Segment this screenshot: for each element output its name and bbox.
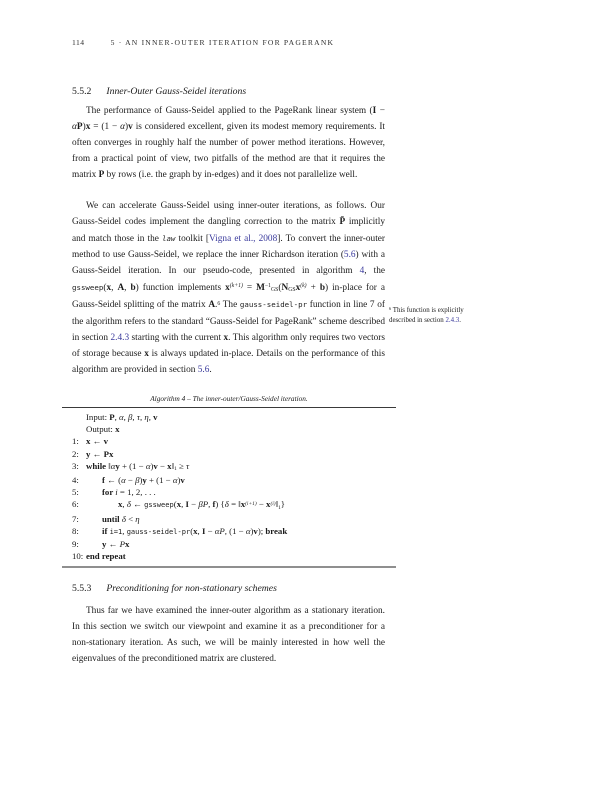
text-segment: y	[142, 475, 147, 486]
text-segment: P	[98, 169, 105, 180]
text-segment: = ‖	[228, 499, 241, 510]
text-segment: −	[256, 499, 267, 510]
text-segment: ,	[114, 412, 119, 422]
text-segment: )	[82, 121, 86, 132]
text-segment: ←	[130, 499, 145, 510]
text-segment: ,	[197, 525, 202, 536]
text-segment: starting with the current	[129, 333, 224, 344]
text-segment: )	[250, 525, 254, 536]
text-segment: ←	[90, 436, 104, 447]
cross-reference-link[interactable]: 4	[359, 265, 365, 276]
text-segment: x	[167, 460, 172, 471]
text-segment: ←	[106, 539, 120, 550]
text-segment: Input:	[86, 412, 110, 422]
algorithm-line-number: 10:	[72, 551, 84, 562]
text-segment: x	[106, 282, 112, 293]
text-segment: δ	[121, 513, 126, 524]
text-segment: This function is explicitly described in section	[389, 307, 464, 324]
text-segment: β	[198, 499, 203, 510]
text-segment: y	[86, 448, 91, 459]
text-segment: y	[102, 539, 107, 550]
algorithm-line-number: 5:	[72, 487, 79, 498]
text-segment: x	[86, 436, 91, 447]
text-segment: I	[201, 525, 206, 536]
text-segment: .	[215, 300, 218, 311]
algorithm-line	[72, 423, 392, 435]
text-segment: (i)	[270, 500, 276, 507]
text-segment: x	[295, 282, 301, 293]
text-segment: );	[257, 525, 266, 536]
text-segment: toolkit [	[175, 233, 210, 244]
text-segment: −	[125, 475, 136, 486]
text-segment: + (1 −	[119, 460, 146, 471]
text-segment: i=1	[109, 526, 123, 536]
margin-footnote	[389, 306, 485, 325]
algorithm-line	[72, 460, 392, 474]
text-segment: α	[145, 460, 151, 471]
text-segment: Output:	[86, 424, 116, 435]
algorithm-line	[72, 411, 392, 423]
text-segment: P	[76, 121, 83, 132]
text-segment: 1	[278, 504, 281, 511]
algorithm-line	[72, 435, 392, 447]
section-title: Inner-Outer Gauss-Seidel iterations	[106, 86, 247, 97]
text-segment: (	[278, 282, 282, 293]
algorithm-line-number: 6:	[72, 499, 79, 510]
text-segment: −	[188, 499, 199, 510]
text-segment: v	[103, 436, 109, 447]
text-segment: )	[139, 475, 143, 486]
text-segment: ,	[148, 412, 154, 422]
text-segment: gssweep	[72, 282, 104, 292]
text-segment: P	[103, 448, 109, 459]
text-segment: ,	[124, 282, 131, 293]
text-segment: by rows (i.e. the graph by in-edges) and it does not parallelize well.	[104, 169, 358, 180]
text-segment: ←	[90, 448, 104, 459]
text-segment: , the	[364, 265, 385, 276]
text-segment: GS	[271, 287, 279, 294]
text-segment: gauss-seidel-pr	[126, 526, 191, 536]
text-segment: f	[212, 499, 216, 510]
text-segment: x	[193, 525, 198, 536]
text-segment: Thus far we have examined the inner-outer algorithm as a stationary iteration. In this section we switch our viewpoint and examine it as a preconditioner for a non-stationary iteration. As such, we will be mainly interested in how well the eigenvalues of the preconditioned matrix are clustered.	[72, 606, 385, 664]
algorithm-line	[72, 525, 392, 538]
text-segment: ,	[132, 412, 137, 422]
text-segment: −	[376, 106, 385, 116]
section-number: 5.5.2	[72, 86, 92, 97]
algorithm-line-number: 8:	[72, 525, 79, 536]
text-segment: v	[253, 525, 258, 536]
text-segment: v	[153, 412, 158, 422]
text-segment: τ	[136, 412, 140, 422]
text-segment: f	[102, 475, 105, 486]
text-segment: ) function implements	[135, 282, 226, 293]
text-segment: GS	[288, 287, 296, 294]
text-segment: end repeat	[86, 551, 126, 562]
text-segment: δ	[126, 499, 131, 510]
algorithm-box	[62, 407, 396, 568]
algorithm-line-number: 9:	[72, 539, 79, 550]
text-segment: (	[173, 499, 177, 510]
text-segment: x	[240, 499, 246, 510]
text-segment: −	[157, 460, 168, 471]
text-segment: N	[281, 282, 289, 293]
text-segment: ,	[122, 499, 127, 510]
text-segment: α	[172, 475, 178, 486]
text-segment: We can accelerate Gauss-Seidel using inner-outer iterations, as follows. Our Gauss-Seidel codes implement the dangling correction to the matrix	[72, 201, 385, 227]
text-segment: α	[120, 121, 126, 132]
text-segment: is always updated in-place. Details on the performance of this algorithm are provided in section	[72, 349, 385, 376]
text-segment: , (1 −	[224, 525, 246, 536]
text-segment: (i+1)	[245, 500, 257, 507]
algorithm-caption: Algorithm 4 – The inner-outer/Gauss-Seidel iteration.	[150, 394, 308, 403]
text-segment: x	[223, 333, 229, 344]
text-segment: ‖	[275, 499, 279, 510]
section-title: Preconditioning for non-stationary schemes	[106, 583, 277, 594]
paragraph-2	[72, 199, 385, 379]
cross-reference-link[interactable]: 2.4.3	[445, 316, 460, 324]
running-header	[72, 38, 540, 47]
text-segment: = (1 −	[90, 121, 121, 132]
text-segment: .	[209, 365, 212, 376]
text-segment: ) in-place for a Gauss-Seidel splitting of the matrix	[72, 282, 385, 311]
algorithm-line	[72, 474, 392, 486]
algorithm-line	[72, 448, 392, 460]
text-segment: α	[214, 525, 220, 536]
text-segment: . This algorithm only requires two vectors of storage because	[72, 333, 386, 360]
page-number: 114	[72, 38, 85, 47]
section-heading-552	[72, 86, 402, 97]
algorithm-line	[72, 550, 392, 562]
text-segment: M	[256, 282, 265, 293]
algorithm-line	[72, 513, 392, 525]
text-segment: I	[185, 499, 189, 510]
text-segment: (k)	[300, 282, 307, 289]
text-segment: A	[208, 300, 216, 311]
text-segment: x	[225, 282, 230, 293]
text-segment: ) {	[215, 499, 225, 510]
cross-reference-link[interactable]: 2.4.3	[110, 333, 130, 344]
text-segment: .	[459, 316, 461, 324]
text-segment: A	[117, 282, 125, 293]
text-segment: )	[125, 121, 129, 132]
algorithm-line-number: 2:	[72, 448, 79, 459]
text-segment: (k+1)	[229, 282, 243, 289]
cross-reference-link[interactable]: Vigna et al., 2008	[209, 233, 278, 244]
text-segment: x	[108, 448, 114, 459]
text-segment: x	[176, 499, 182, 510]
text-segment: ) with a Gauss-Seidel iteration. In our pseudo-code, presented in algorithm	[72, 249, 385, 276]
text-segment: 6	[389, 306, 392, 312]
algorithm-body	[72, 411, 392, 562]
text-segment: 6	[217, 300, 221, 307]
paragraph-1	[72, 104, 385, 184]
text-segment: ,	[208, 499, 213, 510]
text-segment: gauss-seidel-pr	[239, 300, 308, 310]
text-segment: β	[135, 475, 140, 486]
algorithm-line-number: 3:	[72, 460, 79, 471]
text-segment: + (1 −	[146, 475, 173, 486]
text-segment: x	[266, 499, 271, 510]
text-segment: v	[153, 460, 158, 471]
text-segment: for	[102, 487, 116, 498]
text-segment: <	[125, 513, 136, 524]
text-segment: y	[115, 460, 120, 471]
text-segment: (	[103, 282, 107, 293]
text-segment: ≥	[176, 460, 187, 471]
text-segment: is considered excellent, given its modest memory requirements. It often converges in roughly half the number of power method iterations. However, from a practical point of view, two pitfalls of the method are that it requires the matrix	[72, 121, 386, 180]
text-segment: ,	[123, 412, 129, 422]
text-segment: α	[72, 121, 77, 132]
text-segment: x	[144, 349, 149, 360]
text-segment: 1	[174, 466, 177, 473]
text-segment: v	[128, 121, 133, 132]
text-segment: P	[109, 412, 115, 422]
text-segment: (	[190, 525, 194, 536]
text-segment: gssweep	[144, 500, 174, 510]
text-segment: =	[242, 282, 257, 293]
text-segment: until	[102, 513, 122, 524]
section-number: 5.5.3	[72, 583, 92, 594]
text-segment: P̄	[339, 216, 346, 227]
text-segment: law	[161, 233, 176, 243]
text-segment: P	[119, 539, 125, 550]
cross-reference-link[interactable]: 5.6	[343, 249, 356, 260]
text-segment: if	[102, 525, 110, 536]
paragraph-3	[72, 604, 385, 668]
running-title: 5 · AN INNER-OUTER ITERATION FOR PAGERANK	[110, 38, 335, 47]
cross-reference-link[interactable]: 5.6	[197, 365, 210, 376]
text-segment: α	[121, 475, 126, 486]
text-segment: τ	[186, 460, 190, 471]
text-segment: +	[306, 282, 320, 293]
text-segment: i	[115, 487, 118, 498]
text-segment: −	[205, 525, 215, 536]
text-segment: implicitly and match those in the	[72, 216, 385, 244]
text-segment: P	[219, 525, 225, 536]
text-segment: ,	[139, 412, 145, 422]
text-segment: δ	[224, 499, 229, 510]
algorithm-line	[72, 538, 392, 550]
text-segment: )	[177, 475, 181, 486]
text-segment: x	[85, 121, 91, 132]
text-segment: η	[144, 412, 149, 422]
text-segment: function in line 7 of the algorithm refers to the standard “Gauss-Seidel for PageRank” scheme described in section	[72, 300, 386, 344]
text-segment: ‖	[171, 460, 175, 471]
text-segment: b	[319, 282, 326, 293]
text-segment: ,	[122, 525, 127, 536]
algorithm-line-number: 4:	[72, 475, 79, 486]
algorithm-line	[72, 498, 392, 512]
text-segment: I	[372, 106, 377, 116]
text-segment: ← (	[104, 475, 122, 486]
text-segment: α	[119, 412, 124, 422]
text-segment: α	[110, 460, 116, 471]
algorithm-line-number: 1:	[72, 436, 79, 447]
text-segment: x	[115, 424, 120, 435]
text-segment: v	[180, 475, 185, 486]
text-segment: −1	[264, 282, 272, 289]
text-segment: The performance of Gauss-Seidel applied to the PageRank linear system (	[86, 106, 373, 116]
algorithm-line-number: 7:	[72, 513, 79, 524]
text-segment: }	[280, 499, 286, 510]
section-heading-553	[72, 583, 402, 594]
text-segment: x	[124, 539, 130, 550]
text-segment: η	[135, 513, 140, 524]
algorithm-line	[72, 486, 392, 498]
text-segment: The	[220, 300, 240, 311]
text-segment: break	[265, 525, 288, 536]
text-segment: α	[245, 525, 251, 536]
text-segment: b	[130, 282, 136, 293]
text-segment: ,	[181, 499, 186, 510]
text-segment: ]. To convert the inner-outer method to use Gauss-Seidel, we replace the inner Richardson iteration (	[72, 233, 386, 260]
text-segment: = 1, 2, . . .	[117, 487, 156, 498]
text-segment: ‖	[108, 460, 111, 471]
text-segment: ,	[111, 282, 118, 293]
text-segment: )	[150, 460, 154, 471]
text-segment: P	[202, 499, 209, 510]
text-segment: β	[128, 412, 133, 422]
text-segment: while	[86, 460, 109, 471]
text-segment: x	[118, 499, 123, 510]
